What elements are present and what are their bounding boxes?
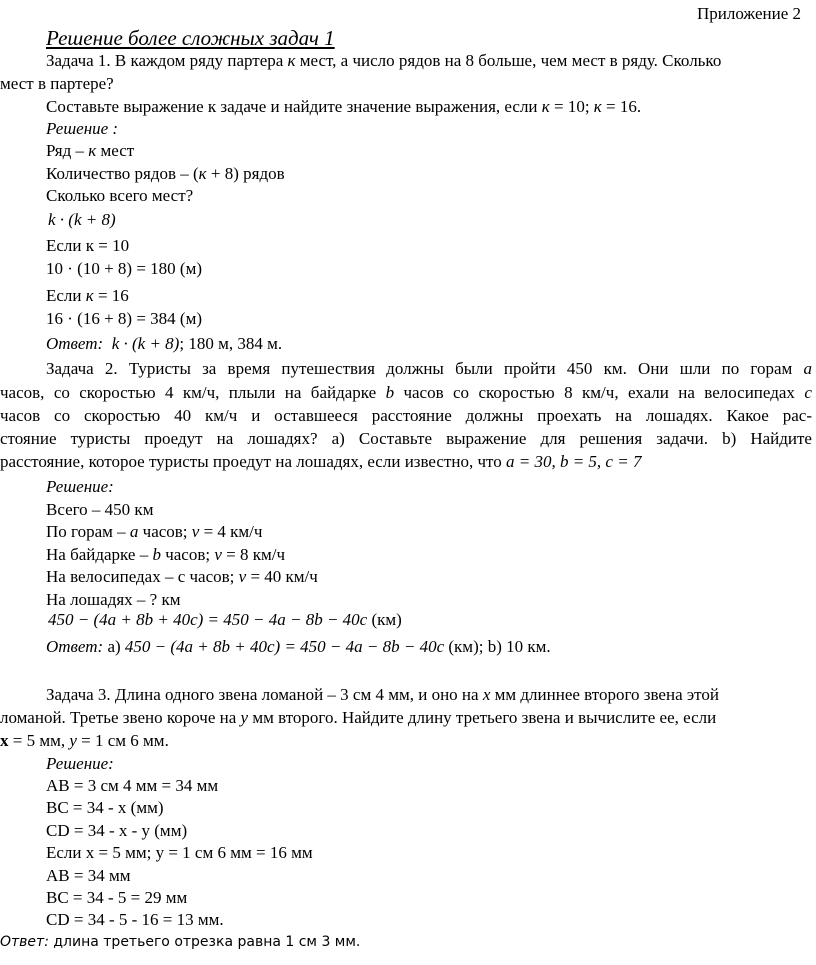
task2-word: на xyxy=(615,406,632,425)
task2-word: решения xyxy=(579,429,643,448)
task2-line-2 xyxy=(0,383,812,403)
task2-word: путешествия xyxy=(281,359,375,378)
task1-line-2: мест в партере? xyxy=(0,74,114,93)
task2-word: скоростью xyxy=(79,383,156,402)
task2-word: км/ч, xyxy=(582,383,619,402)
task2-word: на xyxy=(678,383,695,402)
task2-line-3 xyxy=(0,406,812,426)
task2-word: часов, xyxy=(0,383,45,402)
task2-total: Всего – 450 км xyxy=(46,500,154,519)
task2-word: плыли xyxy=(228,383,276,402)
task3-solution-line: АВ = 3 см 4 мм = 34 мм xyxy=(46,776,219,795)
task2-word: Какое xyxy=(726,406,769,425)
task2-word: должны xyxy=(386,359,444,378)
task2-word: туристы xyxy=(70,429,131,448)
task2-word: лошадях. xyxy=(645,406,713,425)
task2-word: ехали xyxy=(627,383,669,402)
task2-word: со xyxy=(453,383,470,402)
task2-mountains: По горам – а часов; v = 4 км/ч xyxy=(46,522,263,541)
task2-word: горам xyxy=(750,359,793,378)
task2-word: выражение xyxy=(446,429,527,448)
task1-calc-10: 10 · (10 + 8) = 180 (м) xyxy=(46,259,202,278)
task2-word: на xyxy=(216,429,234,448)
task2-word: Задача xyxy=(46,359,94,378)
task1-solution-label: Решение : xyxy=(46,119,119,138)
task2-word: скоростью xyxy=(83,406,161,425)
task2-word: км/ч xyxy=(205,406,238,425)
task2-word: 4 xyxy=(164,383,174,402)
task2-word: велосипедах xyxy=(704,383,795,402)
task2-word: время xyxy=(227,359,271,378)
task3-line-2: ломаной. Третье звено короче на у мм второго. Найдите длину третьего звена и вычислите ее, если xyxy=(0,708,717,727)
task2-word: км. xyxy=(603,359,627,378)
task3-solution-line: СD = 34 - 5 - 16 = 13 мм. xyxy=(46,910,224,929)
task2-word: пройти xyxy=(503,359,556,378)
task2-word: а) xyxy=(331,429,345,448)
task3-solution-line: ВС = 34 - 5 = 29 мм xyxy=(46,888,188,907)
task1-if-16: Если к = 16 xyxy=(46,286,129,305)
task2-bicycle: На велосипедах – с часов; v = 40 км/ч xyxy=(46,567,318,586)
task2-word: км/ч, xyxy=(182,383,220,402)
task1-expression: k · (k + 8) xyxy=(48,210,116,229)
task3-solution-line: АВ = 34 мм xyxy=(46,866,131,885)
task3-line-3: х = 5 мм, у = 1 см 6 мм. xyxy=(0,731,169,750)
task2-word: Они xyxy=(638,359,669,378)
task2-answer: Ответ: а) 450 − (4a + 8b + 40c) = 450 − 4a − 8b − 40c (км); b) 10 км. xyxy=(46,637,551,656)
task2-word: проехать xyxy=(537,406,602,425)
appendix-label: Приложение 2 xyxy=(697,4,801,23)
task2-word: на xyxy=(284,383,302,402)
task2-word: должны xyxy=(465,406,524,425)
task1-rows-count: Количество рядов – (к + 8) рядов xyxy=(46,164,285,183)
document-title: Решение более сложных задач 1 xyxy=(46,26,335,50)
task2-word: a xyxy=(803,359,812,378)
task1-row: Ряд – к мест xyxy=(46,141,135,160)
task1-line-3: Составьте выражение к задаче и найдите значение выражения, если к = 10; к = 16. xyxy=(46,97,642,116)
task2-word: скоростью xyxy=(478,383,555,402)
task2-word: лошадях? xyxy=(247,429,318,448)
task2-word: 40 xyxy=(174,406,192,425)
task2-word: байдарке xyxy=(310,383,377,402)
task2-word: за xyxy=(202,359,217,378)
task2-word: Составьте xyxy=(358,429,433,448)
task3-solution-line: Если х = 5 мм; у = 1 см 6 мм = 16 мм xyxy=(46,843,313,862)
task1-calc-16: 16 · (16 + 8) = 384 (м) xyxy=(46,309,202,328)
task2-word: часов xyxy=(403,383,444,402)
task2-word: 8 xyxy=(564,383,573,402)
task2-expression: 450 − (4a + 8b + 40c) = 450 − 4a − 8b − 40c (км) xyxy=(48,610,402,629)
task2-line-5: расстояние, которое туристы проедут на лошадях, если известно, что a = 30, b = 5, c = 7 xyxy=(0,452,642,471)
task2-word: Туристы xyxy=(128,359,191,378)
task2-word: по xyxy=(721,359,740,378)
task2-word: были xyxy=(455,359,493,378)
task2-solution-label: Решение: xyxy=(46,477,114,496)
task2-horses: На лошадях – ? км xyxy=(46,590,181,609)
task1-total-question: Сколько всего мест? xyxy=(46,186,194,205)
task2-line-1 xyxy=(46,359,812,379)
task2-word: b xyxy=(385,383,395,402)
task2-word: задачи. xyxy=(656,429,708,448)
task2-word: расстояние xyxy=(371,406,452,425)
task2-word: Найдите xyxy=(750,429,812,448)
task1-if-10: Если к = 10 xyxy=(46,236,130,255)
task2-kayak: На байдарке – b часов; v = 8 км/ч xyxy=(46,545,286,564)
task1-line-1: Задача 1. В каждом ряду партера к мест, а число рядов на 8 больше, чем мест в ряду. Сколько xyxy=(46,51,722,70)
task2-word: со xyxy=(54,406,71,425)
task2-word: b) xyxy=(722,429,737,448)
task2-word: 2. xyxy=(104,359,118,378)
task2-word: рас- xyxy=(782,406,812,425)
task2-line-4 xyxy=(0,429,812,449)
task2-word: для xyxy=(540,429,566,448)
task3-answer: Ответ: длина третьего отрезка равна 1 см 3 мм. xyxy=(0,934,361,950)
task2-word: со xyxy=(53,383,70,402)
task2-word: часов xyxy=(0,406,41,425)
task2-word: оставшееся xyxy=(274,406,358,425)
task3-line-1: Задача 3. Длина одного звена ломаной – 3 см 4 мм, и оно на х мм длиннее второго звена этой xyxy=(46,685,719,704)
task2-word: c xyxy=(804,383,812,402)
task2-word: и xyxy=(251,406,261,425)
task1-answer: Ответ: k · (k + 8); 180 м, 384 м. xyxy=(46,334,283,353)
task3-solution-label: Решение: xyxy=(46,754,114,773)
task2-word: проедут xyxy=(144,429,203,448)
task3-solution-line: СD = 34 - х - у (мм) xyxy=(46,821,188,840)
task3-solution-line: ВС = 34 - х (мм) xyxy=(46,798,164,817)
task2-word: стояние xyxy=(0,429,57,448)
task2-word: шли xyxy=(679,359,711,378)
task2-word: 450 xyxy=(566,359,593,378)
